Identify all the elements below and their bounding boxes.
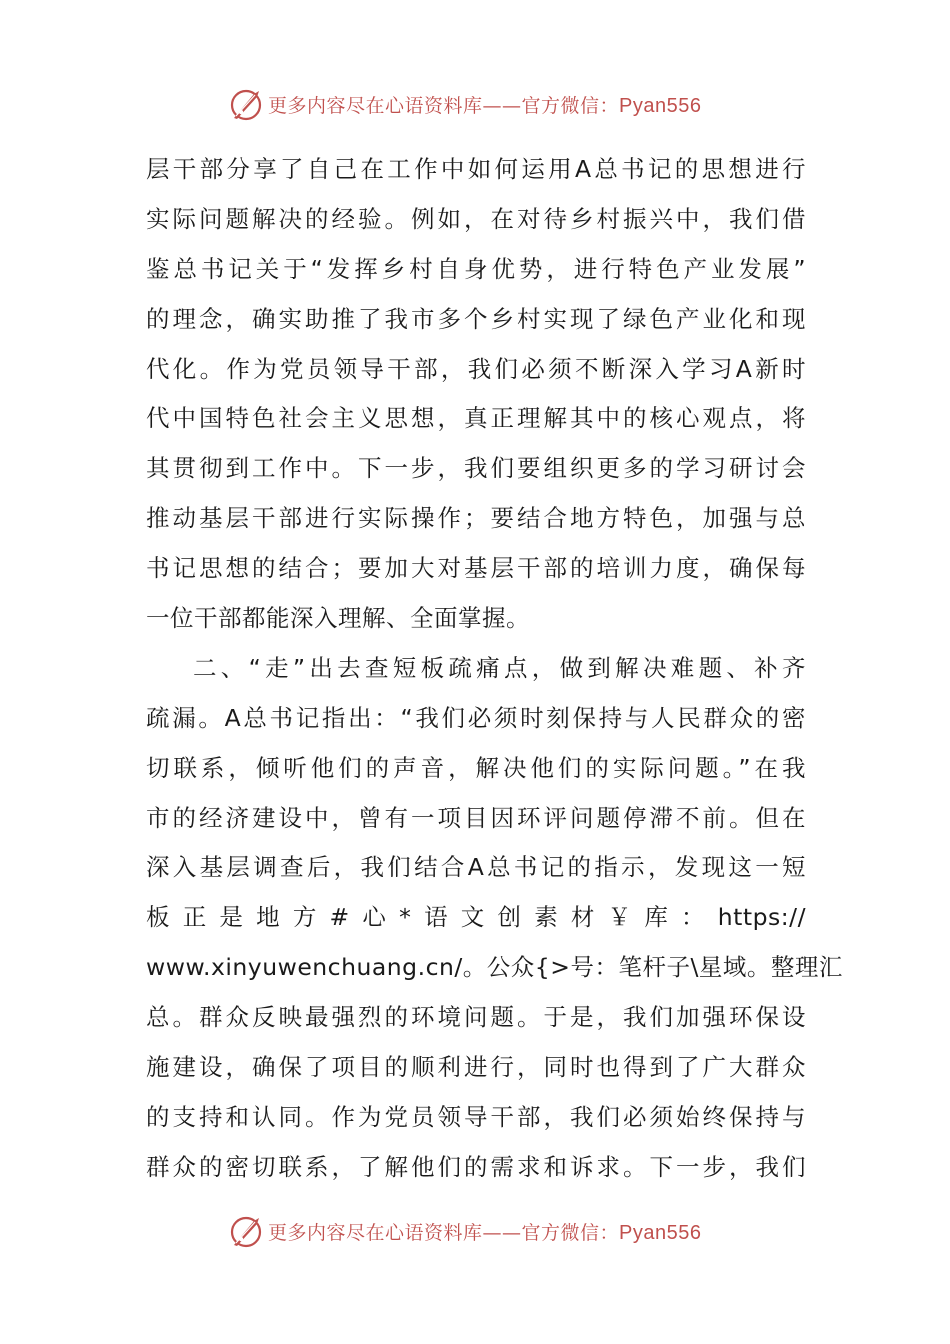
quill-pen-logo-icon — [228, 1213, 264, 1249]
banner-contact-label: 官方微信： — [521, 1221, 620, 1244]
text-line: 书记思想的结合；要加大对基层干部的培训力度，确保每 — [146, 554, 806, 583]
text-line: 市的经济建设中，曾有一项目因环评问题停滞不前。但在 — [146, 803, 806, 832]
text-line: 疏漏。A总书记指出：“我们必须时刻保持与人民群众的密 — [146, 703, 806, 732]
text-line: 其贯彻到工作中。下一步，我们要组织更多的学习研讨会 — [146, 454, 806, 483]
text-line: 二、“走”出去查短板疏痛点，做到解决难题、补齐 — [193, 653, 806, 682]
text-line: 一位干部都能深入理解、全面掌握。 — [146, 604, 530, 633]
text-line: 深入基层调查后，我们结合A总书记的指示，发现这一短 — [146, 853, 806, 882]
text-line: 群众的密切联系，了解他们的需求和诉求。下一步，我们 — [146, 1152, 806, 1181]
footer-banner — [228, 1211, 748, 1251]
banner-text — [268, 1218, 702, 1245]
text-line: 的理念，确实助推了我市多个乡村实现了绿色产业化和现 — [146, 304, 806, 333]
text-line: 实际问题解决的经验。例如，在对待乡村振兴中，我们借 — [146, 204, 806, 233]
header-banner — [228, 84, 748, 124]
banner-contact-label: 官方微信： — [521, 94, 620, 117]
banner-dash: —— — [482, 94, 522, 117]
text-line: 层干部分享了自己在工作中如何运用A总书记的思想进行 — [146, 155, 806, 183]
banner-wechat-id: Pyan556 — [619, 94, 702, 117]
text-line: 施建设，确保了项目的顺利进行，同时也得到了广大群众 — [146, 1053, 806, 1082]
banner-brand: 更多内容尽在心语资料库 — [268, 94, 483, 117]
text-line: 代中国特色社会主义思想，真正理解其中的核心观点，将 — [146, 404, 806, 433]
text-line: 推动基层干部进行实际操作；要结合地方特色，加强与总 — [146, 504, 806, 533]
text-line: 板正是地方#心*语文创素材￥库：https:// — [146, 903, 806, 932]
text-line: 总。群众反映最强烈的环境问题。于是，我们加强环保设 — [146, 1003, 806, 1032]
text-line: 鉴总书记关于“发挥乡村自身优势，进行特色产业发展” — [146, 254, 806, 283]
banner-wechat-id: Pyan556 — [619, 1221, 702, 1244]
banner-dash: —— — [482, 1221, 522, 1244]
text-line: 的支持和认同。作为党员领导干部，我们必须始终保持与 — [146, 1102, 806, 1131]
text-line: 切联系，倾听他们的声音，解决他们的实际问题。”在我 — [146, 753, 806, 782]
quill-pen-logo-icon — [228, 86, 264, 122]
text-line: www.xinyuwenchuang.cn/。公众{>号：笔杆子\星域。整理汇 — [146, 953, 843, 982]
banner-brand: 更多内容尽在心语资料库 — [268, 1221, 483, 1244]
body-text — [146, 145, 843, 1193]
banner-text — [268, 91, 702, 118]
text-line: 代化。作为党员领导干部，我们必须不断深入学习A新时 — [146, 354, 806, 383]
